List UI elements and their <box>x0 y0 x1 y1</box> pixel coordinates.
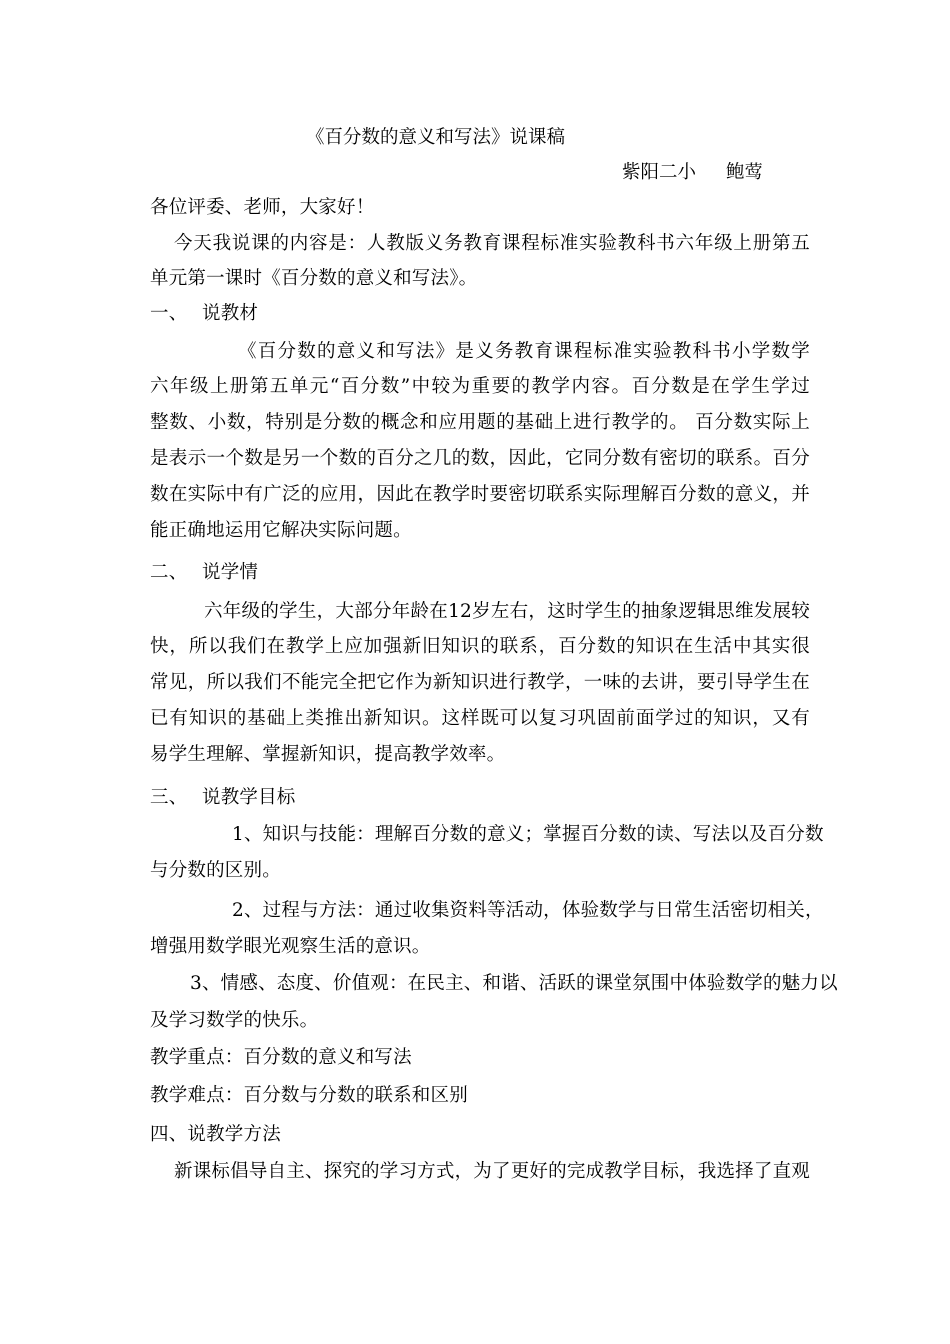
paragraph-line: 快，所以我们在教学上应加强新旧知识的联系，百分数的知识在生活中其实很 <box>150 636 810 657</box>
section-number: 三、 <box>150 787 188 808</box>
section-title: 说教材 <box>202 303 259 324</box>
author-school: 紫阳二小 <box>622 162 697 183</box>
section-heading <box>150 561 810 585</box>
paragraph-line: 新课标倡导自主、探究的学习方式，为了更好的完成教学目标，我选择了直观 <box>174 1161 810 1182</box>
document-title: 《百分数的意义和写法》说课稿 <box>306 127 566 148</box>
section-heading <box>150 302 810 326</box>
section-number: 二、 <box>150 562 188 583</box>
intro-line: 单元第一课时《百分数的意义和写法》。 <box>150 268 478 289</box>
paragraph-line: 已有知识的基础上类推出新知识。这样既可以复习巩固前面学过的知识，又有 <box>150 708 810 729</box>
section-number: 一、 <box>150 303 188 324</box>
paragraph-line: 六年级上册第五单元“百分数”中较为重要的教学内容。百分数是在学生学过 <box>150 376 810 397</box>
difficulty-point: 教学难点：百分数与分数的联系和区别 <box>150 1085 468 1106</box>
paragraph-line: 六年级的学生，大部分年龄在12岁左右，这时学生的抽象逻辑思维发展较 <box>204 601 810 622</box>
greeting: 各位评委、老师，大家好！ <box>150 197 375 218</box>
paragraph-line: 易学生理解、掌握新知识，提高教学效率。 <box>150 744 506 765</box>
section-title: 说学情 <box>202 562 259 583</box>
section-heading <box>150 786 810 810</box>
paragraph-line: 整数、小数，特别是分数的概念和应用题的基础上进行教学的。 百分数实际上 <box>150 412 810 433</box>
key-point: 教学重点：百分数的意义和写法 <box>150 1047 412 1068</box>
paragraph-line: 数在实际中有广泛的应用，因此在教学时要密切联系实际理解百分数的意义，并 <box>150 484 810 505</box>
intro-line: 今天我说课的内容是：人教版义务教育课程标准实验教科书六年级上册第五 <box>174 233 810 254</box>
paragraph-line: 是表示一个数是另一个数的百分之几的数，因此，它同分数有密切的联系。百分 <box>150 448 810 469</box>
goal-line: 及学习数学的快乐。 <box>150 1010 319 1031</box>
paragraph-line: 能正确地运用它解决实际问题。 <box>150 520 412 541</box>
author-line <box>622 161 763 185</box>
goal-line: 与分数的区别。 <box>150 860 281 881</box>
goal-line: 1、知识与技能：理解百分数的意义；掌握百分数的读、写法以及百分数 <box>232 824 824 845</box>
paragraph-line: 常见，所以我们不能完全把它作为新知识进行教学，一味的去讲，要引导学生在 <box>150 672 810 693</box>
section-title: 说教学目标 <box>202 787 296 808</box>
paragraph-line: 《百分数的意义和写法》是义务教育课程标准实验教科书小学数学 <box>238 341 810 362</box>
goal-line: 增强用数学眼光观察生活的意识。 <box>150 936 431 957</box>
author-name: 鲍莺 <box>726 162 764 183</box>
section-heading: 四、说教学方法 <box>150 1124 281 1145</box>
goal-line: 2、过程与方法：通过收集资料等活动，体验数学与日常生活密切相关， <box>232 900 824 921</box>
goal-line: 3、情感、态度、价值观：在民主、和谐、活跃的课堂氛围中体验数学的魅力以 <box>190 973 838 994</box>
